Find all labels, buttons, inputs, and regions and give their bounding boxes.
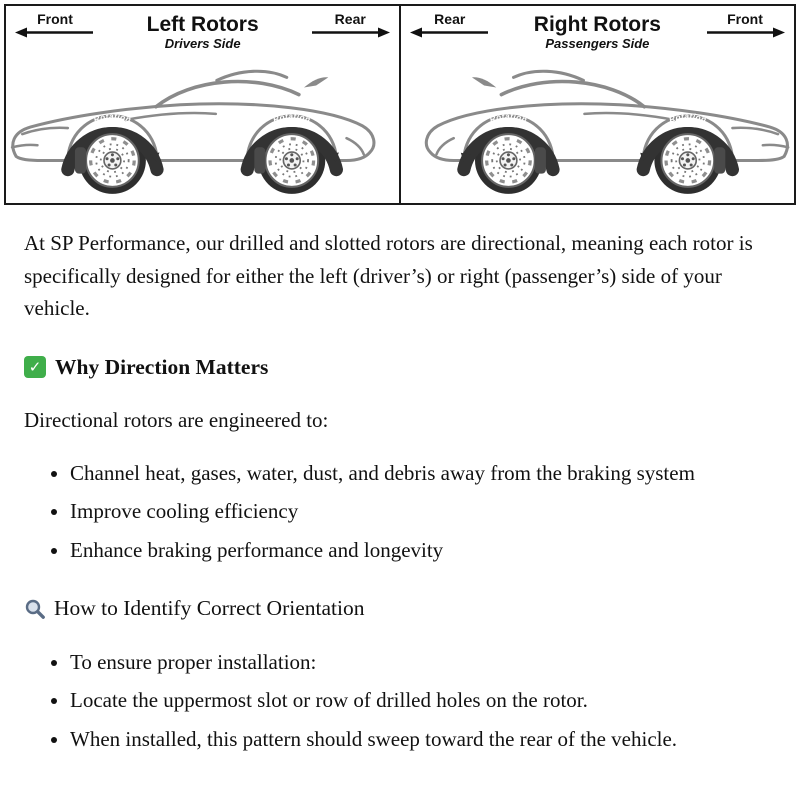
right-arrow-icon	[310, 27, 390, 38]
left-car-illustration	[6, 49, 399, 203]
heading-text: How to Identify Correct Orientation	[54, 596, 365, 621]
list-item: • Enhance braking performance and longevity	[70, 534, 770, 567]
right-panel-header	[401, 6, 794, 51]
magnifier-icon	[24, 598, 46, 620]
right-rotors-panel	[399, 4, 796, 205]
why-direction-matters-heading	[24, 351, 770, 384]
left-arrow-icon	[410, 27, 490, 38]
rear-direction-indicator	[409, 12, 491, 38]
list-item: • Channel heat, gases, water, dust, and debris away from the braking system	[70, 457, 770, 490]
engineered-lead: Directional rotors are engineered to:	[24, 408, 329, 433]
heading-text: Why Direction Matters	[55, 354, 269, 379]
front-label: Front	[727, 11, 763, 27]
intro-paragraph: At SP Performance, our drilled and slotted rotors are directional, meaning each rotor is specifically designed for either the left (driver’s) or right (passenger’s) side of your vehicle.	[24, 231, 753, 321]
front-rotor-icon	[464, 127, 553, 194]
list-item: • When installed, this pattern should sweep toward the rear of the vehicle.	[70, 723, 770, 756]
rotation-text: Rotation	[667, 111, 708, 125]
rear-label: Rear	[334, 11, 366, 27]
article-body	[0, 205, 800, 787]
front-label: Front	[37, 11, 73, 27]
rear-label: Rear	[434, 11, 466, 27]
left-panel-titles	[147, 13, 259, 51]
identify-orientation-heading	[24, 592, 770, 625]
rear-rotor-icon	[643, 127, 732, 194]
check-icon: ✓	[24, 356, 46, 378]
front-direction-indicator	[14, 12, 96, 38]
panel-title: Left Rotors	[146, 13, 259, 36]
list-item: • Improve cooling efficiency	[70, 495, 770, 528]
rotation-text: Rotation	[488, 111, 529, 125]
front-rotor-icon	[68, 127, 157, 194]
rotation-text: Rotation	[271, 111, 312, 125]
rear-direction-indicator	[309, 12, 391, 38]
list-item: • To ensure proper installation:	[70, 646, 770, 679]
rotation-text: Rotation	[92, 111, 133, 125]
right-panel-titles	[534, 13, 661, 51]
front-direction-indicator	[704, 12, 786, 38]
left-panel-header	[6, 6, 399, 51]
panel-subtitle: Drivers Side	[164, 35, 241, 51]
left-rotors-panel	[4, 4, 401, 205]
list-item: • Locate the uppermost slot or row of drilled holes on the rotor.	[70, 684, 770, 717]
rotor-direction-diagram	[0, 0, 800, 205]
why-bullet-list	[24, 457, 770, 567]
right-arrow-icon	[705, 27, 785, 38]
panel-title: Right Rotors	[533, 13, 661, 36]
left-arrow-icon	[15, 27, 95, 38]
panel-subtitle: Passengers Side	[545, 35, 650, 51]
identify-bullet-list	[24, 646, 770, 756]
rear-rotor-icon	[247, 127, 336, 194]
right-car-illustration	[401, 49, 794, 203]
